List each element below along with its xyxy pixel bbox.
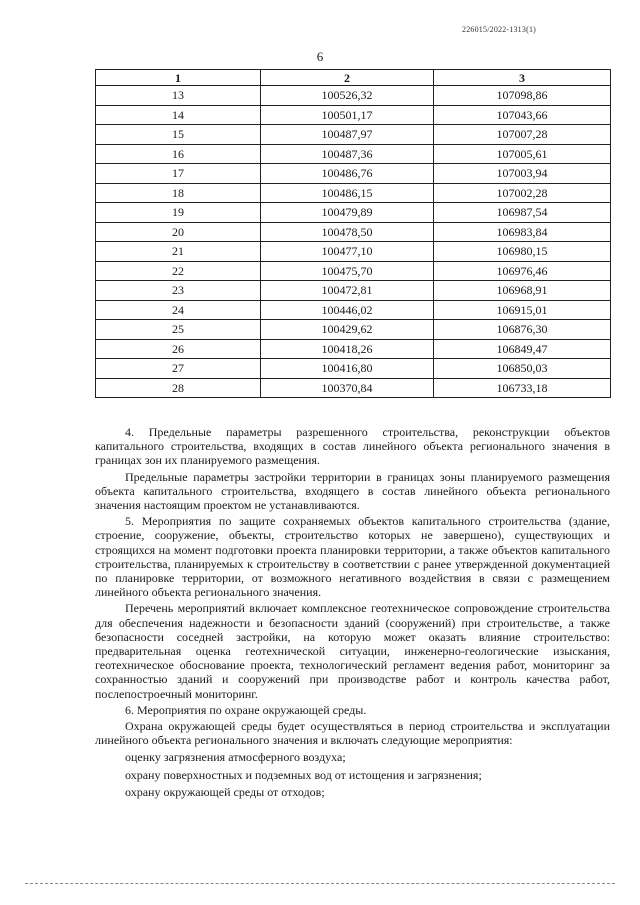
point-number-cell: 22 (96, 261, 261, 281)
point-number-cell: 23 (96, 281, 261, 301)
x-coordinate-cell: 100487,97 (261, 125, 434, 145)
x-coordinate-cell: 100477,10 (261, 242, 434, 262)
section-5-text: Перечень мероприятий включает комплексное геотехническое сопровождение строительства для обеспечения надежности и безопасности зданий (сооружений) при строительстве, а также безопасности соседней застройки, на которую может оказать влияние строительство: предварительная оценка геотехнической ситуации, инженерно-геологические изыскания, геотехническое обоснование проекта, технологический регламент ведения работ, мониторинг за сохранностью зданий и сооружений при производстве работ и контроль качества работ, послепостроечный мониторинг. (95, 601, 610, 701)
point-number-cell: 21 (96, 242, 261, 262)
x-coordinate-cell: 100370,84 (261, 378, 434, 398)
point-number-cell: 28 (96, 378, 261, 398)
y-coordinate-cell: 106915,01 (434, 300, 611, 320)
section-4-heading: 4. Предельные параметры разрешенного строительства, реконструкции объектов капитального строительства, входящих в состав линейного объекта регионального значения в границах зон их планируемого размещения. (95, 425, 610, 468)
section-4-text: Предельные параметры застройки территории в границах зоны планируемого размещения объекта капитального строительства, входящего в состав линейного объекта регионального значения настоящим проектом не устанавливаются. (95, 469, 610, 513)
table-row (96, 203, 611, 223)
x-coordinate-cell: 100429,62 (261, 320, 434, 340)
column-header: 1 (96, 70, 261, 86)
x-coordinate-cell: 100526,32 (261, 86, 434, 106)
y-coordinate-cell: 106850,03 (434, 359, 611, 379)
point-number-cell: 26 (96, 339, 261, 359)
y-coordinate-cell: 106876,30 (434, 320, 611, 340)
point-number-cell: 24 (96, 300, 261, 320)
x-coordinate-cell: 100446,02 (261, 300, 434, 320)
document-body (95, 425, 610, 799)
y-coordinate-cell: 106849,47 (434, 339, 611, 359)
y-coordinate-cell: 106968,91 (434, 281, 611, 301)
point-number-cell: 18 (96, 183, 261, 203)
coordinates-table (95, 69, 611, 398)
table-row (96, 86, 611, 106)
x-coordinate-cell: 100418,26 (261, 339, 434, 359)
y-coordinate-cell: 107003,94 (434, 164, 611, 184)
column-header: 3 (434, 70, 611, 86)
page-number: 6 (316, 49, 324, 64)
section-6-heading: 6. Мероприятия по охране окружающей среды. (125, 702, 367, 717)
point-number-cell: 19 (96, 203, 261, 223)
x-coordinate-cell: 100486,15 (261, 183, 434, 203)
table-row (96, 261, 611, 281)
y-coordinate-cell: 107098,86 (434, 86, 611, 106)
list-item: охрану окружающей среды от отходов; (125, 784, 325, 799)
x-coordinate-cell: 100472,81 (261, 281, 434, 301)
table-row (96, 222, 611, 242)
table-row (96, 359, 611, 379)
table-row (96, 183, 611, 203)
x-coordinate-cell: 100487,36 (261, 144, 434, 164)
y-coordinate-cell: 106976,46 (434, 261, 611, 281)
x-coordinate-cell: 100478,50 (261, 222, 434, 242)
y-coordinate-cell: 106987,54 (434, 203, 611, 223)
point-number-cell: 20 (96, 222, 261, 242)
point-number-cell: 27 (96, 359, 261, 379)
table-row (96, 144, 611, 164)
table-row (96, 320, 611, 340)
document-registration-number: 226015/2022-1313(1) (462, 25, 537, 34)
table-row (96, 242, 611, 262)
table-row (96, 339, 611, 359)
column-header: 2 (261, 70, 434, 86)
x-coordinate-cell: 100501,17 (261, 105, 434, 125)
table-row (96, 125, 611, 145)
y-coordinate-cell: 106983,84 (434, 222, 611, 242)
table-row (96, 164, 611, 184)
point-number-cell: 25 (96, 320, 261, 340)
point-number-cell: 17 (96, 164, 261, 184)
table-row (96, 281, 611, 301)
y-coordinate-cell: 107043,66 (434, 105, 611, 125)
table-row (96, 378, 611, 398)
section-6-text: Охрана окружающей среды будет осуществляться в период строительства и эксплуатации линейного объекта регионального значения и включать следующие мероприятия: (95, 719, 610, 748)
y-coordinate-cell: 106980,15 (434, 242, 611, 262)
x-coordinate-cell: 100475,70 (261, 261, 434, 281)
scan-bottom-edge-line (25, 883, 615, 884)
list-item: оценку загрязнения атмосферного воздуха; (125, 750, 346, 765)
x-coordinate-cell: 100486,76 (261, 164, 434, 184)
point-number-cell: 16 (96, 144, 261, 164)
x-coordinate-cell: 100479,89 (261, 203, 434, 223)
y-coordinate-cell: 106733,18 (434, 378, 611, 398)
y-coordinate-cell: 107007,28 (434, 125, 611, 145)
section-5-heading: 5. Мероприятия по защите сохраняемых объектов капитального строительства (здание, строение, сооружение, объекты, строительство которых не завершено), существующих и строящихся на момент подготовки проекта планировки территории, а также объектов капитального строительства, планируемых к строительству в соответствии с ранее утвержденной документацией по планировке территории, от возможного негативного воздействия в связи с размещением линейного объекта регионального значения. (95, 514, 610, 600)
point-number-cell: 13 (96, 86, 261, 106)
table-row (96, 105, 611, 125)
table-row (96, 300, 611, 320)
list-item: охрану поверхностных и подземных вод от истощения и загрязнения; (125, 767, 482, 782)
point-number-cell: 14 (96, 105, 261, 125)
y-coordinate-cell: 107005,61 (434, 144, 611, 164)
point-number-cell: 15 (96, 125, 261, 145)
table-header-row (96, 70, 611, 86)
y-coordinate-cell: 107002,28 (434, 183, 611, 203)
x-coordinate-cell: 100416,80 (261, 359, 434, 379)
